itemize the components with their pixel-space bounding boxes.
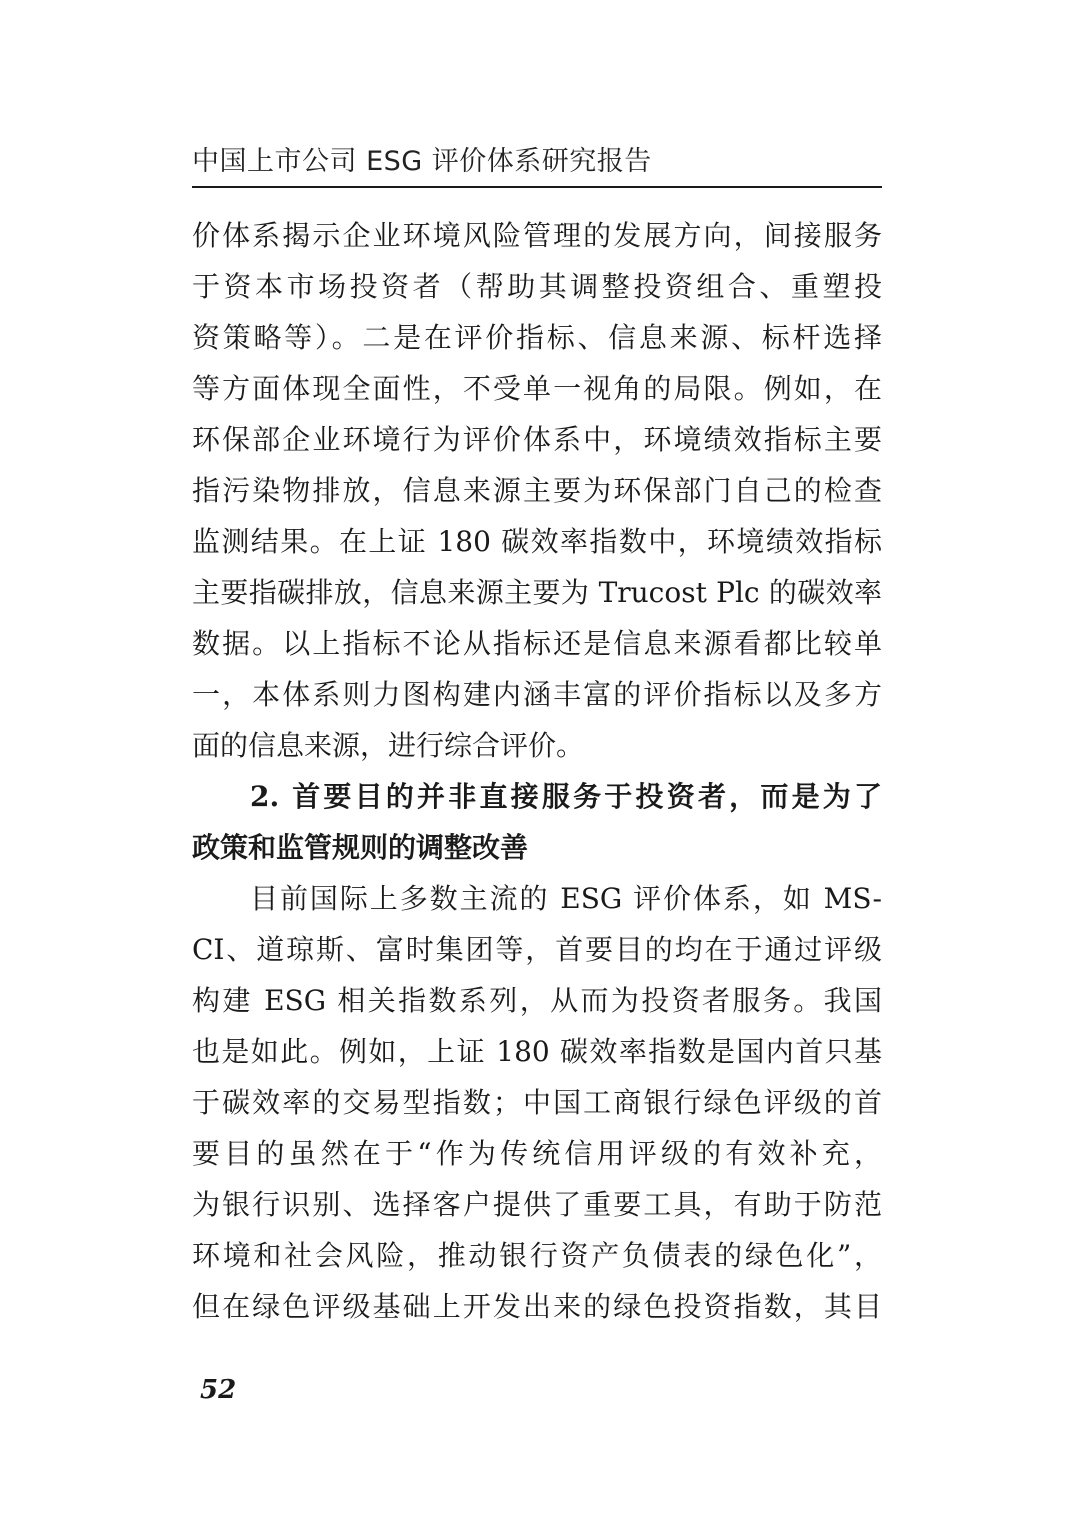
text-line: 价体系揭示企业环境风险管理的发展方向，间接服务 (192, 219, 882, 252)
text-line: CI、道琼斯、富时集团等，首要目的均在于通过评级 (192, 933, 882, 966)
text-line: 指污染物排放，信息来源主要为环保部门自己的检查 (192, 474, 882, 507)
text-line: 环境和社会风险，推动银行资产负债表的绿色化”， (192, 1239, 882, 1272)
text-line: 要目的虽然在于“作为传统信用评级的有效补充， (192, 1137, 882, 1170)
running-header: 中国上市公司 ESG 评价体系研究报告 (192, 146, 652, 177)
text-line: 资策略等）。二是在评价指标、信息来源、标杆选择 (192, 321, 882, 354)
text-line: 监测结果。在上证 180 碳效率指数中，环境绩效指标 (192, 525, 882, 558)
text-line: 面的信息来源，进行综合评价。 (192, 729, 585, 762)
text-line: 也是如此。例如，上证 180 碳效率指数是国内首只基 (192, 1035, 882, 1068)
text-line: 于碳效率的交易型指数；中国工商银行绿色评级的首 (192, 1086, 882, 1119)
text-line: 主要指碳排放，信息来源主要为 Trucost Plc 的碳效率 (192, 576, 882, 609)
text-line: 于资本市场投资者（帮助其调整投资组合、重塑投 (192, 270, 882, 303)
header-rule (192, 186, 882, 188)
section-heading-line: 2. 首要目的并非直接服务于投资者，而是为了 (250, 780, 882, 813)
text-line: 但在绿色评级基础上开发出来的绿色投资指数，其目 (192, 1290, 882, 1323)
text-line: 环保部企业环境行为评价体系中，环境绩效指标主要 (192, 423, 882, 456)
body-text (192, 210, 882, 1332)
text-line: 目前国际上多数主流的 ESG 评价体系，如 MS- (250, 882, 882, 915)
text-line: 构建 ESG 相关指数系列，从而为投资者服务。我国 (192, 984, 882, 1017)
text-line: 一，本体系则力图构建内涵丰富的评价指标以及多方 (192, 678, 882, 711)
text-line: 数据。以上指标不论从指标还是信息来源看都比较单 (192, 627, 882, 660)
section-heading-line: 政策和监管规则的调整改善 (192, 831, 529, 864)
page-number: 52 (200, 1375, 237, 1405)
text-line: 等方面体现全面性，不受单一视角的局限。例如，在 (192, 372, 882, 405)
text-line: 为银行识别、选择客户提供了重要工具，有助于防范 (192, 1188, 882, 1221)
